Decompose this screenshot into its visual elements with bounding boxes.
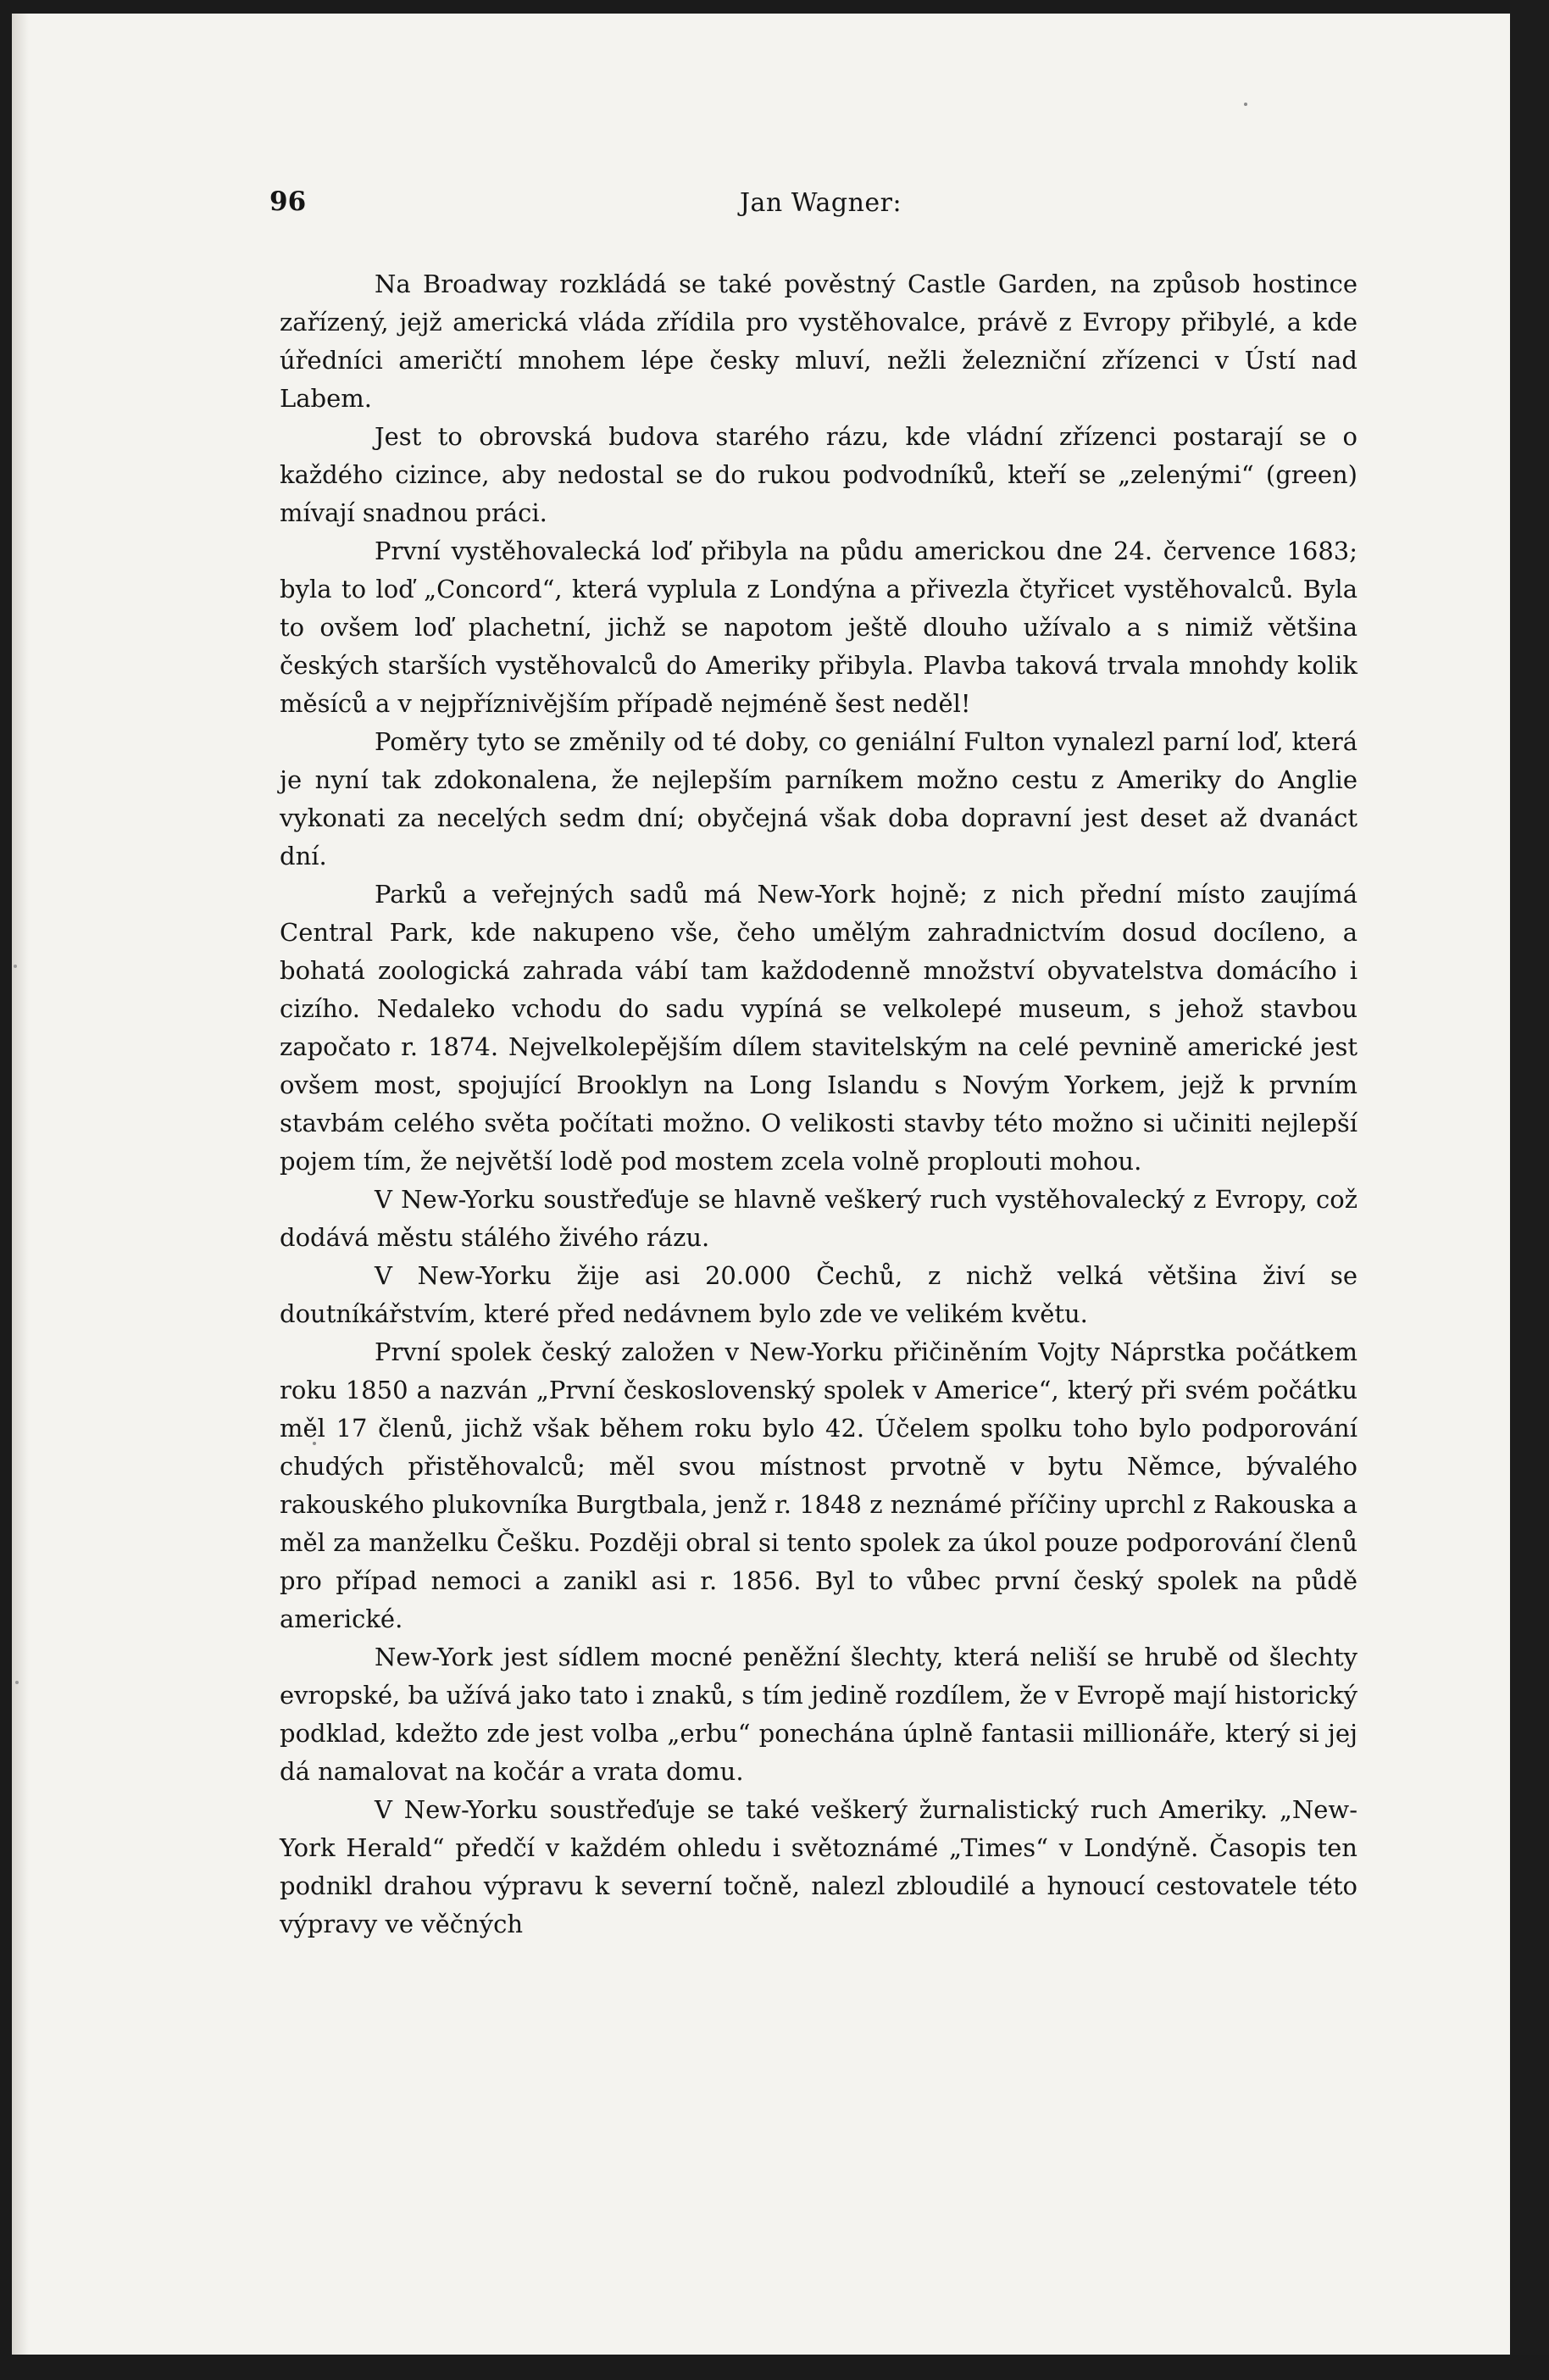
page-number: 96 (269, 186, 307, 217)
scan-border-top (0, 0, 1549, 14)
body-text (280, 265, 1357, 1943)
paragraph: První vystěhovalecká loď přibyla na půdu americkou dne 24. července 1683; byla to loď „Concord“, která vyplula z Londýna a přivezla čtyřicet vystěhovalců. Byla to ovšem loď plachetní, jichž se napotom ještě dlouho užívalo a s nimiž většina českých starších vystěhovalců do Ameriky přibyla. Plavba taková trvala mnohdy kolik měsíců a v nejpříznivějším případě nejméně šest neděl! (280, 537, 1357, 718)
scan-border-left (0, 0, 12, 2380)
page-header (269, 186, 1368, 229)
scan-border-bottom (0, 2355, 1549, 2380)
running-head: Jan Wagner: (740, 188, 902, 218)
dust-speck (15, 1681, 19, 1684)
paragraph: New-York jest sídlem mocné peněžní šlechty, která neliší se hrubě od šlechty evropské, ba užívá jako tato i znaků, s tím jedině rozdílem, že v Evropě mají historický podklad, kdežto zde jest volba „erbu“ ponechána úplně fantasii millionáře, který si jej dá namalovat na kočár a vrata domu. (280, 1643, 1357, 1786)
dust-speck (14, 965, 17, 968)
paragraph: První spolek český založen v New-Yorku přičiněním Vojty Náprstka počátkem roku 1850 a nazván „První československý spolek v Americe“, který při svém počátku měl 17 členů, jichž však během roku bylo 42. Účelem spolku toho bylo podporování chudých přistěhovalců; měl svou místnost prvotně v bytu Němce, bývalého rakouského plukovníka Burgtbala, jenž r. 1848 z neznámé příčiny uprchl z Rakouska a měl za manželku Češku. Později obral si tento spolek za úkol pouze podporování členů pro případ nemoci a zanikl asi r. 1856. Byl to vůbec první český spolek na půdě americké. (280, 1337, 1357, 1633)
paragraph: V New-Yorku žije asi 20.000 Čechů, z nichž velká většina živí se doutníkářstvím, které před nedávnem bylo zde ve velikém květu. (280, 1261, 1357, 1328)
paragraph: V New-Yorku soustřeďuje se také veškerý žurnalistický ruch Ameriky. „New-York Herald“ předčí v každém ohledu i světoznámé „Times“ v Londýně. Časopis ten podnikl drahou výpravu k severní točně, nalezl zbloudilé a hynoucí cestovatele této výpravy ve věčných (280, 1795, 1357, 1938)
page-gutter-shadow (12, 14, 29, 2355)
paragraph: Parků a veřejných sadů má New-York hojně; z nich přední místo zaujímá Central Park, kde nakupeno vše, čeho umělým zahradnictvím dosud docíleno, a bohatá zoologická zahrada vábí tam každodenně množství obyvatelstva domácího i cizího. Nedaleko vchodu do sadu vypíná se velkolepé museum, s jehož stavbou započato r. 1874. Nejvelkolepějším dílem stavitelským na celé pevnině americké jest ovšem most, spojující Brooklyn na Long Islandu s Novým Yorkem, jejž k prvním stavbám celého světa počítati možno. O velikosti stavby této možno si učiniti nejlepší pojem tím, že největší lodě pod mostem zcela volně proplouti mohou. (280, 880, 1357, 1176)
scan-border-right (1510, 0, 1549, 2380)
paragraph: Na Broadway rozkládá se také pověstný Castle Garden, na způsob hostince zařízený, jejž americká vláda zřídila pro vystěhovalce, právě z Evropy přibylé, a kde úředníci američtí mnohem lépe česky mluví, nežli železniční zřízenci v Ústí nad Labem. (280, 270, 1357, 413)
paragraph: V New-Yorku soustřeďuje se hlavně veškerý ruch vystěhovalecký z Evropy, což dodává městu stálého živého rázu. (280, 1185, 1357, 1252)
paragraph: Jest to obrovská budova starého rázu, kde vládní zřízenci postarají se o každého cizince, aby nedostal se do rukou podvodníků, kteří se „zelenými“ (green) mívají snadnou práci. (280, 422, 1357, 527)
paragraph: Poměry tyto se změnily od té doby, co geniální Fulton vynalezl parní loď, která je nyní tak zdokonalena, že nejlepším parníkem možno cestu z Ameriky do Anglie vykonati za necelých sedm dní; obyčejná však doba dopravní jest deset až dvanáct dní. (280, 727, 1357, 870)
dust-speck (1244, 103, 1247, 106)
